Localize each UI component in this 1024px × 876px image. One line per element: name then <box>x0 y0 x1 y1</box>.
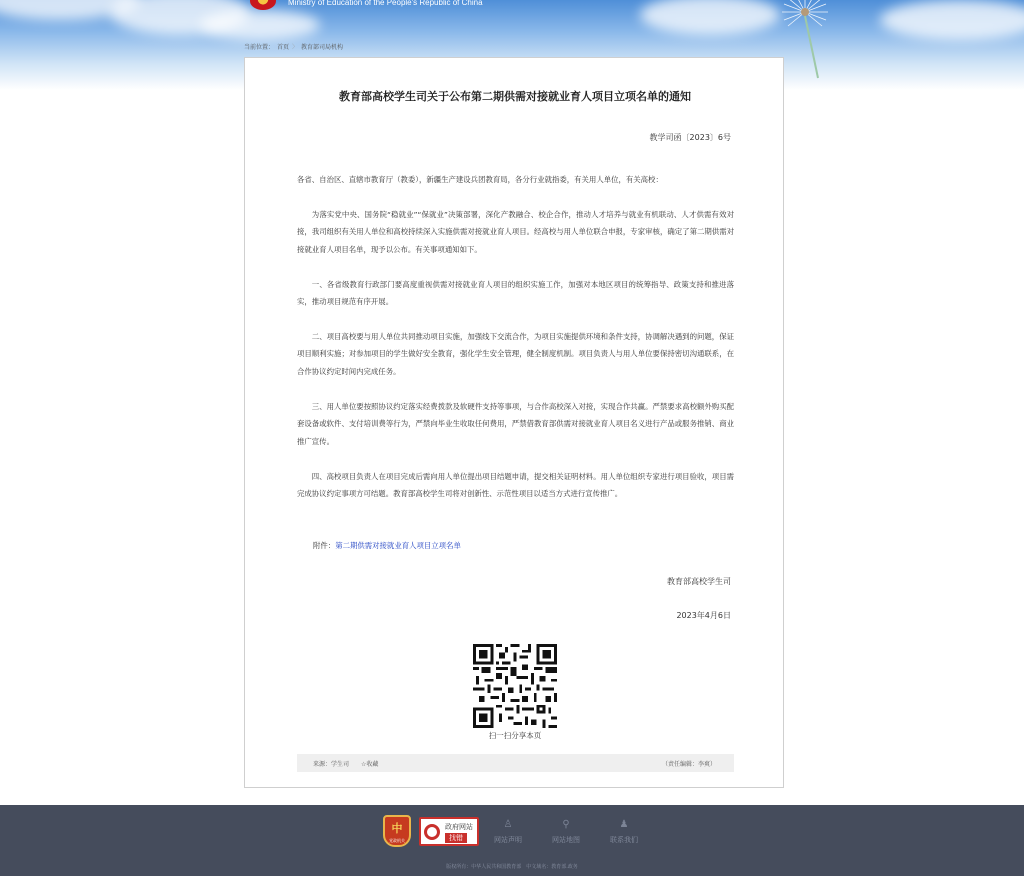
gov-site-error-report-badge[interactable] <box>419 817 479 846</box>
ministry-english-name: Ministry of Education of the People's Republic of China <box>288 0 483 7</box>
breadcrumb-prefix: 当前位置： <box>244 44 275 51</box>
attachment-line <box>313 540 461 551</box>
paragraph-3: 三、用人单位要按照协议约定落实经费拨款及软硬件支持等事项，与合作高校深入对接，实现合作共赢。严禁要求高校额外购买配套设备或软件、支付培训费等行为，严禁向毕业生收取任何费用，严禁借教育部供需对接就业育人项目名义进行产品或服务推销、商业推广宣传。 <box>297 402 734 446</box>
article-title: 教育部高校学生司关于公布第二期供需对接就业育人项目立项名单的通知 <box>339 90 691 103</box>
footer-link-statement[interactable] <box>488 819 528 845</box>
breadcrumb-separator: 〉 <box>292 44 299 51</box>
contacts-icon: ♟ <box>619 819 629 830</box>
person-icon: ♙ <box>503 819 513 830</box>
signature-org: 教育部高校学生司 <box>667 577 731 586</box>
signature-date: 2023年4月6日 <box>676 611 731 620</box>
badge-text: 党政机关 <box>389 838 405 843</box>
source-text: 来源：学生司 <box>313 761 350 768</box>
attachment-label: 附件： <box>313 541 336 550</box>
favorite-button[interactable]: ☆收藏 <box>361 761 379 768</box>
footer-link-label: 联系我们 <box>610 836 638 844</box>
qr-code-icon <box>473 644 557 728</box>
document-number: 教学司函〔2023〕6号 <box>649 133 731 142</box>
paragraph-2: 二、项目高校要与用人单位共同推动项目实施，加强线下交流合作，为项目实施提供环境和条件支持，协调解决遇到的问题，保证项目顺利实施；对参加项目的学生做好安全教育，强化学生安全管理，健全制度机制。项目负责人与用人单位要保持密切沟通联系，在合作协议约定时间内完成任务。 <box>297 332 734 376</box>
footer-link-label: 网站声明 <box>494 836 522 844</box>
map-pin-icon: ⚲ <box>562 819 570 830</box>
footer-link-label: 网站地图 <box>552 836 580 844</box>
article-card <box>244 57 784 788</box>
source-bar <box>297 754 734 772</box>
salutation: 各省、自治区、直辖市教育厅（教委），新疆生产建设兵团教育局，各分行业就指委，有关用人单位，有关高校： <box>297 175 663 184</box>
breadcrumb <box>244 42 343 51</box>
badge2-line2: 找错 <box>445 833 467 843</box>
footer-link-sitemap[interactable] <box>546 819 586 845</box>
breadcrumb-current-link[interactable]: 教育部司局机构 <box>301 44 344 51</box>
badge-glyph: 中 <box>391 822 403 835</box>
paragraph-intro: 为落实党中央、国务院“稳就业”“保就业”决策部署，深化产教融合、校企合作，推动人才培养与就业有机联动、人才供需有效对接，我司组织有关用人单位和高校持续深入实施供需对接就业育人项目。经高校与用人单位联合申报，专家审核，确定了第二期供需对接就业育人项目名单，现予以公布。有关事项通知如下。 <box>297 210 734 254</box>
attachment-link[interactable]: 第二期供需对接就业育人项目立项名单 <box>335 541 461 550</box>
breadcrumb-home-link[interactable]: 首页 <box>277 44 290 51</box>
qr-caption: 扫一扫分享本页 <box>488 731 542 740</box>
footer-link-contact[interactable] <box>604 819 644 845</box>
magnifier-icon <box>424 824 440 840</box>
paragraph-1: 一、各省级教育行政部门要高度重视供需对接就业育人项目的组织实施工作，加强对本地区项目的统筹指导、政策支持和推进落实，推动项目规范有序开展。 <box>297 280 734 307</box>
party-government-badge[interactable] <box>383 815 411 847</box>
badge2-line1: 政府网站 <box>445 823 473 831</box>
editor-text: （责任编辑：李爽） <box>661 761 716 768</box>
footer <box>0 805 1024 876</box>
paragraph-4: 四、高校项目负责人在项目完成后需向用人单位提出项目结题申请，提交相关证明材料。用人单位组织专家进行项目验收，项目需完成协议约定事项方可结题。教育部高校学生司将对创新性、示范性项目以适当方式进行宣传推广。 <box>297 472 734 499</box>
copyright-text: 版权所有：中华人民共和国教育部 中文域名：教育部.政务 <box>446 864 578 870</box>
national-emblem-icon[interactable] <box>250 0 276 10</box>
